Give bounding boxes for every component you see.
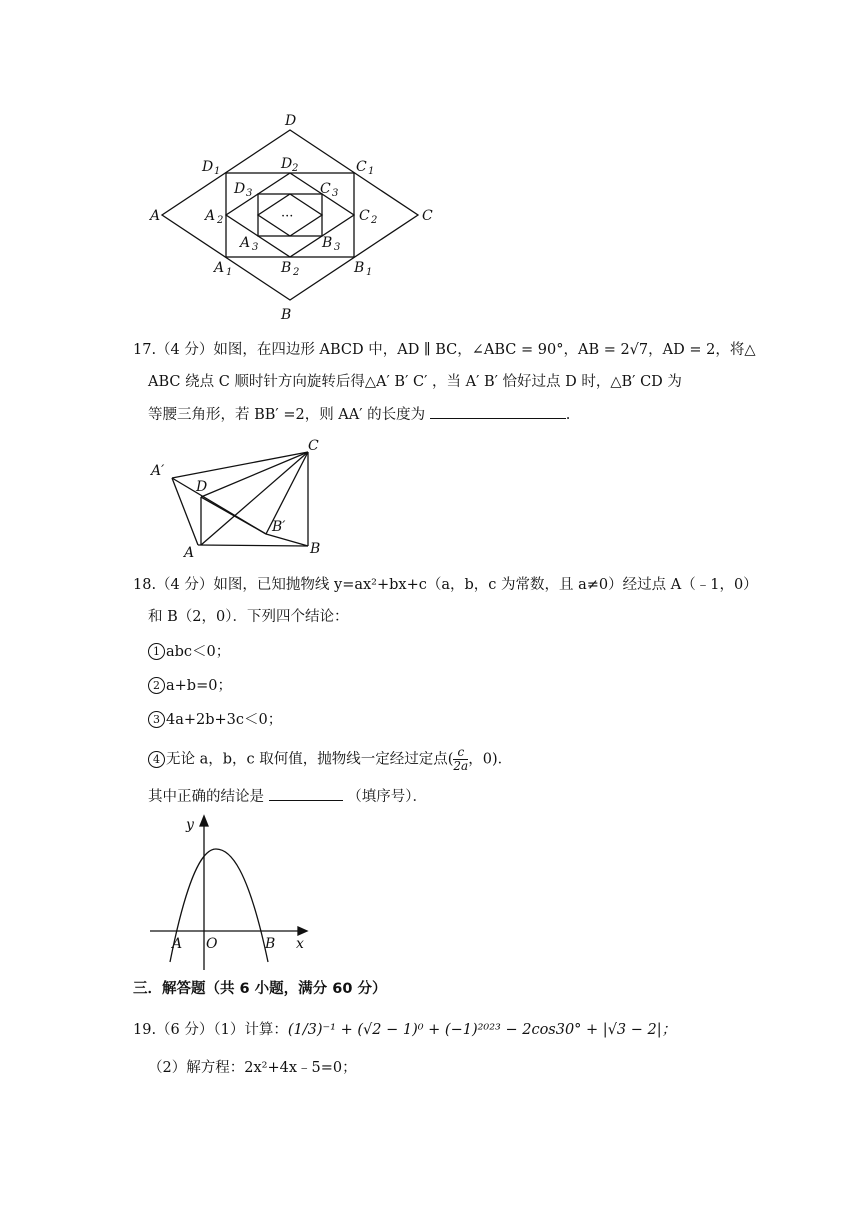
- q18-conclusion-2: 2 a+b=0；: [148, 676, 232, 696]
- label-D: D: [285, 113, 297, 129]
- svg-text:A: A: [184, 545, 195, 560]
- svg-text:A: A: [205, 208, 216, 224]
- nested-shapes-figure: [140, 105, 450, 325]
- answer-blank[interactable]: [430, 404, 566, 419]
- label-Ap: A′: [151, 463, 165, 479]
- svg-text:D: D: [234, 181, 246, 197]
- svg-text:3: 3: [246, 188, 253, 199]
- svg-text:B: B: [281, 307, 292, 323]
- svg-text:C: C: [356, 159, 367, 175]
- q18-conclusion-1: 1 abc＜0；: [148, 642, 230, 662]
- svg-text:C: C: [422, 208, 433, 224]
- svg-text:B: B: [354, 260, 365, 276]
- svg-text:3: 3: [334, 242, 341, 253]
- svg-text:3: 3: [332, 188, 339, 199]
- svg-text:1: 1: [214, 166, 221, 177]
- svg-text:B: B: [281, 260, 292, 276]
- svg-text:D: D: [202, 159, 214, 175]
- svg-text:A: A: [172, 936, 183, 952]
- q18-line1: 18.（4 分）如图，已知抛物线 y=ax²+bx+c（a，b，c 为常数，且 a≠0）经过点 A（﹣1，0）: [133, 577, 758, 593]
- svg-text:C: C: [320, 181, 331, 197]
- section-heading: 三．解答题（共 6 小题，满分 60 分）: [133, 981, 387, 997]
- svg-text:B: B: [310, 541, 321, 557]
- parabola-figure: [148, 812, 318, 970]
- svg-text:3: 3: [252, 242, 259, 253]
- rotation-figure: [148, 435, 338, 560]
- answer-blank[interactable]: [269, 786, 343, 801]
- svg-text:C: C: [308, 438, 319, 454]
- svg-text:y: y: [186, 817, 194, 833]
- svg-text:2: 2: [292, 163, 299, 174]
- svg-text:1: 1: [366, 267, 373, 278]
- q18-conclusion-3: 3 4a+2b+3c＜0；: [148, 710, 282, 730]
- svg-text:A: A: [240, 235, 251, 251]
- q17-line1: 17.（4 分）如图，在四边形 ABCD 中，AD ∥ BC，∠ABC = 90°，AB = 2√7，AD = 2，将△: [133, 342, 756, 358]
- svg-text:D: D: [281, 156, 293, 172]
- svg-text:O: O: [206, 936, 218, 952]
- svg-text:1: 1: [226, 267, 233, 278]
- q18-answer-line: 其中正确的结论是 （填序号）．: [148, 786, 427, 807]
- svg-text:B: B: [265, 936, 276, 952]
- svg-text:x: x: [296, 936, 304, 952]
- svg-text:2: 2: [293, 267, 300, 278]
- svg-text:B: B: [322, 235, 333, 251]
- svg-text:D: D: [196, 479, 208, 495]
- q17-line3: 等腰三角形，若 BB′ =2，则 AA′ 的长度为 .: [148, 404, 570, 425]
- svg-text:C: C: [359, 208, 370, 224]
- q18-conclusion-4: 4 无论 a，b，c 取何值，抛物线一定经过定点( $\frac{c}{2a}$ ，0)．: [148, 746, 512, 773]
- svg-text:B′: B′: [272, 519, 286, 535]
- q19-expression: (1/3)⁻¹ + (√2 − 1)⁰ + (−1)²⁰²³ − 2cos30° + |√3 − 2|；: [287, 1022, 677, 1038]
- q17-line2: ABC 绕点 C 顺时针方向旋转后得△A′ B′ C′ ，当 A′ B′ 恰好过点 D 时，△B′ CD 为: [148, 374, 682, 390]
- svg-text:1: 1: [368, 166, 375, 177]
- svg-text:A: A: [150, 208, 161, 224]
- svg-text:2: 2: [217, 215, 224, 226]
- svg-text:2: 2: [371, 215, 378, 226]
- q19-line1: 19.（6 分）（1）计算：(1/3)⁻¹ + (√2 − 1)⁰ + (−1)²⁰²³ − 2cos30° + |√3 − 2|；: [133, 1022, 677, 1038]
- q18-line2: 和 B（2，0）．下列四个结论：: [148, 609, 349, 625]
- q19-line2: （2）解方程：2x²+4x﹣5=0；: [148, 1060, 357, 1076]
- svg-text:A: A: [214, 260, 225, 276]
- svg-text:···: ···: [281, 209, 294, 224]
